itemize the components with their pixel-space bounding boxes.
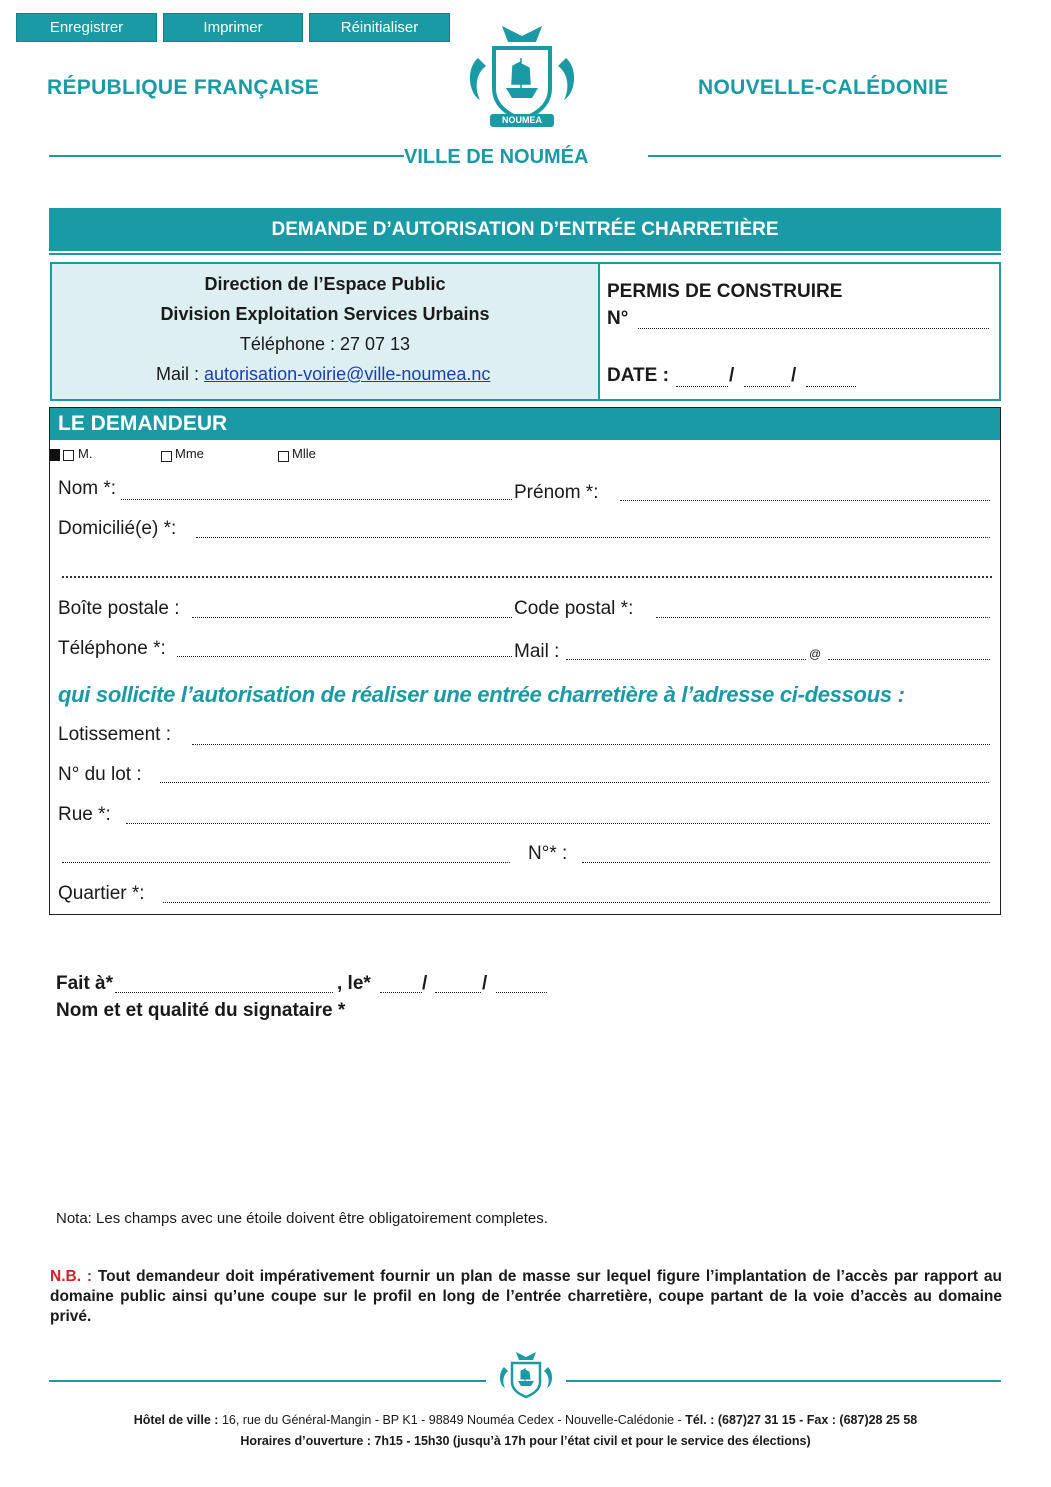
- sign-date-year[interactable]: [496, 992, 547, 993]
- lotissement-label: Lotissement :: [58, 724, 171, 745]
- header-left: RÉPUBLIQUE FRANÇAISE: [47, 76, 320, 99]
- num-label: N°* :: [528, 843, 568, 864]
- domicile-field-line2[interactable]: [62, 576, 992, 578]
- rue-label: Rue *:: [58, 804, 111, 825]
- lot-label: N° du lot :: [58, 764, 142, 785]
- logo-caption: NOUMEA: [502, 115, 542, 125]
- tel-field[interactable]: [177, 656, 512, 657]
- num-field[interactable]: [582, 862, 990, 863]
- form-title: DEMANDE D’AUTORISATION D’ENTRÉE CHARRETIÈRE: [49, 208, 1001, 251]
- division-name: Division Exploitation Services Urbains: [160, 304, 490, 324]
- mail-link[interactable]: autorisation-voirie@ville-noumea.nc: [204, 364, 491, 384]
- checkbox-mme[interactable]: [161, 451, 172, 462]
- bp-label: Boîte postale :: [58, 598, 180, 619]
- header-right: NOUVELLE-CALÉDONIE: [698, 76, 949, 99]
- mail-line: [156, 364, 490, 385]
- prenom-field[interactable]: [620, 500, 990, 501]
- footer-address: [0, 1413, 1051, 1427]
- nb-text: Tout demandeur doit impérativement fournir un plan de masse sur lequel figure l’implantation de l’accès par rapport au domaine public ainsi qu’une coupe sur le profil en long de l’entrée charretière, coupe partant de la voie d’accès au domaine privé.: [50, 1268, 1003, 1325]
- footer-crest-logo: [495, 1349, 557, 1401]
- save-button[interactable]: Enregistrer: [16, 13, 157, 42]
- permis-date-day[interactable]: [676, 386, 728, 387]
- prenom-label: Prénom *:: [514, 482, 599, 503]
- footer-hours: Horaires d’ouverture : 7h15 - 15h30 (jusqu’à 17h pour l’état civil et pour le service des élections): [240, 1434, 811, 1448]
- domicile-label: Domicilié(e) *:: [58, 518, 177, 539]
- rue-field-line2[interactable]: [62, 862, 510, 863]
- permis-panel: PERMIS DE CONSTRUIRE N° DATE : / /: [600, 262, 1001, 401]
- permis-date-month[interactable]: [744, 386, 790, 387]
- reset-button[interactable]: Réinitialiser: [309, 13, 450, 42]
- demandeur-title: LE DEMANDEUR: [58, 412, 228, 435]
- permis-date-label: DATE :: [607, 365, 669, 386]
- permis-title: PERMIS DE CONSTRUIRE: [607, 281, 843, 302]
- nb-prefix: N.B. :: [50, 1268, 92, 1285]
- tel-label: Téléphone *:: [58, 638, 166, 659]
- sign-date-day[interactable]: [380, 992, 422, 993]
- mail-user-field[interactable]: [566, 659, 806, 660]
- mail-label: Mail :: [156, 364, 200, 384]
- title-underline: [49, 253, 1001, 255]
- direction-name: Direction de l’Espace Public: [204, 274, 446, 294]
- request-statement: qui sollicite l’autorisation de réaliser une entrée charretière à l’adresse ci-dessous :: [58, 682, 905, 707]
- print-button[interactable]: Imprimer: [163, 13, 303, 42]
- lotissement-field[interactable]: [192, 744, 990, 745]
- checkbox-m[interactable]: [63, 450, 74, 461]
- footer-phone: Tél. : (687)27 31 15 - Fax : (687)28 25 58: [685, 1413, 918, 1427]
- quartier-label: Quartier *:: [58, 883, 145, 904]
- nom-field[interactable]: [121, 499, 512, 500]
- phone-text: Téléphone : 27 07 13: [239, 334, 411, 354]
- header-rule-left: [49, 155, 404, 157]
- civility-mme-label: Mme: [175, 446, 204, 461]
- fait-field[interactable]: [115, 992, 333, 993]
- city-name: VILLE DE NOUMÉA: [404, 146, 589, 168]
- bp-field[interactable]: [192, 617, 512, 618]
- checkbox-marker: [50, 449, 60, 461]
- contact-panel: [50, 262, 600, 401]
- nb-paragraph: [50, 1267, 1002, 1327]
- mail-label-demandeur: Mail :: [514, 641, 560, 662]
- quartier-field[interactable]: [163, 902, 990, 903]
- header-rule-right: [648, 155, 1001, 157]
- signatory-label: Nom et et qualité du signataire *: [56, 1000, 346, 1021]
- permis-number-field[interactable]: [638, 328, 989, 329]
- nom-label: Nom *:: [58, 478, 117, 499]
- footer-rule-left: [49, 1380, 486, 1382]
- lot-field[interactable]: [160, 782, 989, 783]
- sign-date-month[interactable]: [435, 992, 481, 993]
- fait-label: Fait à*: [56, 973, 114, 994]
- civility-mlle-label: Mlle: [292, 446, 316, 461]
- domicile-field[interactable]: [196, 537, 990, 538]
- le-label: , le*: [337, 973, 371, 994]
- permis-date-year[interactable]: [806, 386, 856, 387]
- footer-rule-right: [566, 1380, 1001, 1382]
- rue-field[interactable]: [126, 823, 990, 824]
- footer-address-text: 16, rue du Général-Mangin - BP K1 - 98849 Nouméa Cedex - Nouvelle-Calédonie -: [221, 1413, 682, 1427]
- at-sign: @: [809, 647, 822, 661]
- cp-field[interactable]: [656, 617, 990, 618]
- civility-m-label: M.: [78, 446, 93, 461]
- demandeur-header: [50, 408, 1000, 440]
- city-crest-logo: [458, 18, 586, 130]
- mail-domain-field[interactable]: [828, 659, 990, 660]
- required-note: Nota: Les champs avec une étoile doivent être obligatoirement completes.: [56, 1210, 548, 1227]
- footer-address-label: Hôtel de ville :: [133, 1413, 219, 1427]
- checkbox-mlle[interactable]: [278, 451, 289, 462]
- permis-number-label: N°: [607, 308, 629, 329]
- cp-label: Code postal *:: [514, 598, 634, 619]
